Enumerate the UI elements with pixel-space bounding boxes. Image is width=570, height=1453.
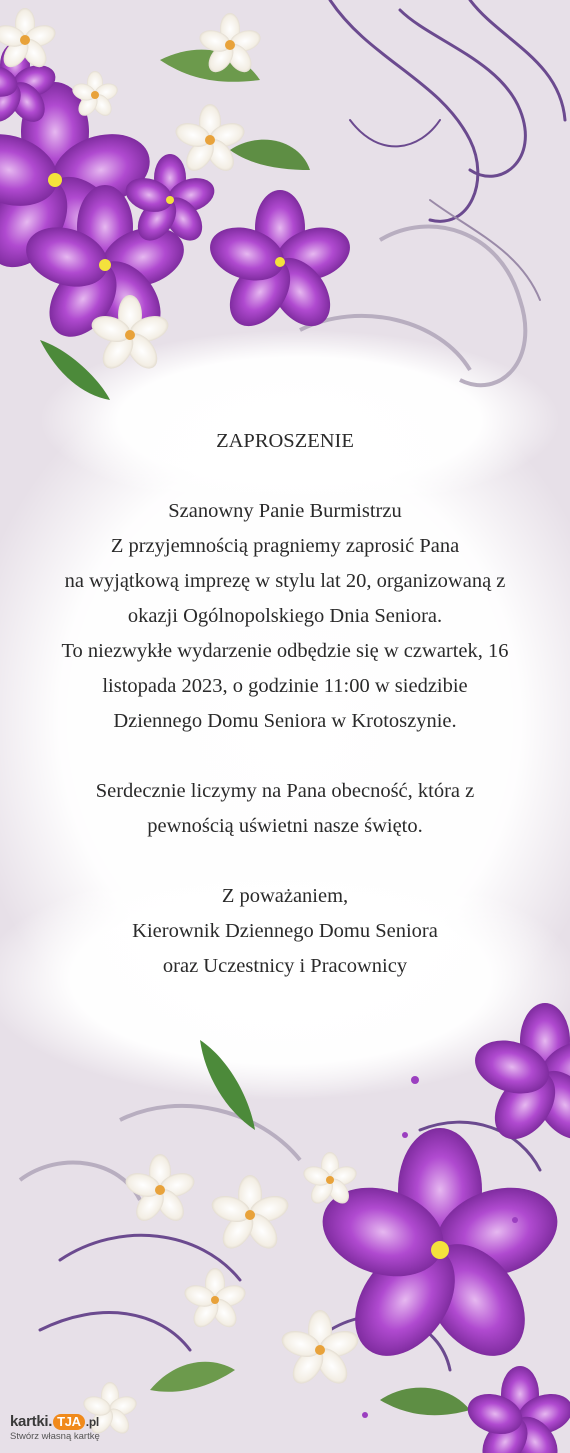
closing-line: Z poważaniem, [221,885,349,907]
kartki-logo[interactable] [10,1413,120,1449]
logo-brand: kartki. [10,1413,53,1430]
logo-wordmark [10,1413,120,1431]
salutation: Szanowny Panie Burmistrzu [168,500,402,522]
logo-tld: .pl [85,1415,99,1429]
closing-line: oraz Uczestnicy i Pracownicy [162,955,408,977]
invitation-title: ZAPROSZENIE [216,430,354,452]
body-line: Z przyjemnością pragniemy zaprosić Pana [110,535,460,557]
invitation-text [0,424,570,984]
closing-line: Kierownik Dziennego Domu Seniora [132,920,438,942]
body-line: Serdecznie liczymy na Pana obecność, która z [95,780,475,802]
body-line: listopada 2023, o godzinie 11:00 w siedzibie [102,675,468,697]
body-line: Dziennego Domu Seniora w Krotoszynie. [113,710,457,732]
body-line: okazji Ogólnopolskiego Dnia Seniora. [127,605,443,627]
body-line: na wyjątkową imprezę w stylu lat 20, organizowaną z [64,570,506,592]
logo-badge: TJA [53,1414,85,1430]
logo-tagline: Stwórz własną kartkę [10,1431,100,1442]
body-line: pewnością uświetni nasze święto. [147,815,423,837]
body-line: To niezwykłe wydarzenie odbędzie się w czwartek, 16 [61,640,509,662]
